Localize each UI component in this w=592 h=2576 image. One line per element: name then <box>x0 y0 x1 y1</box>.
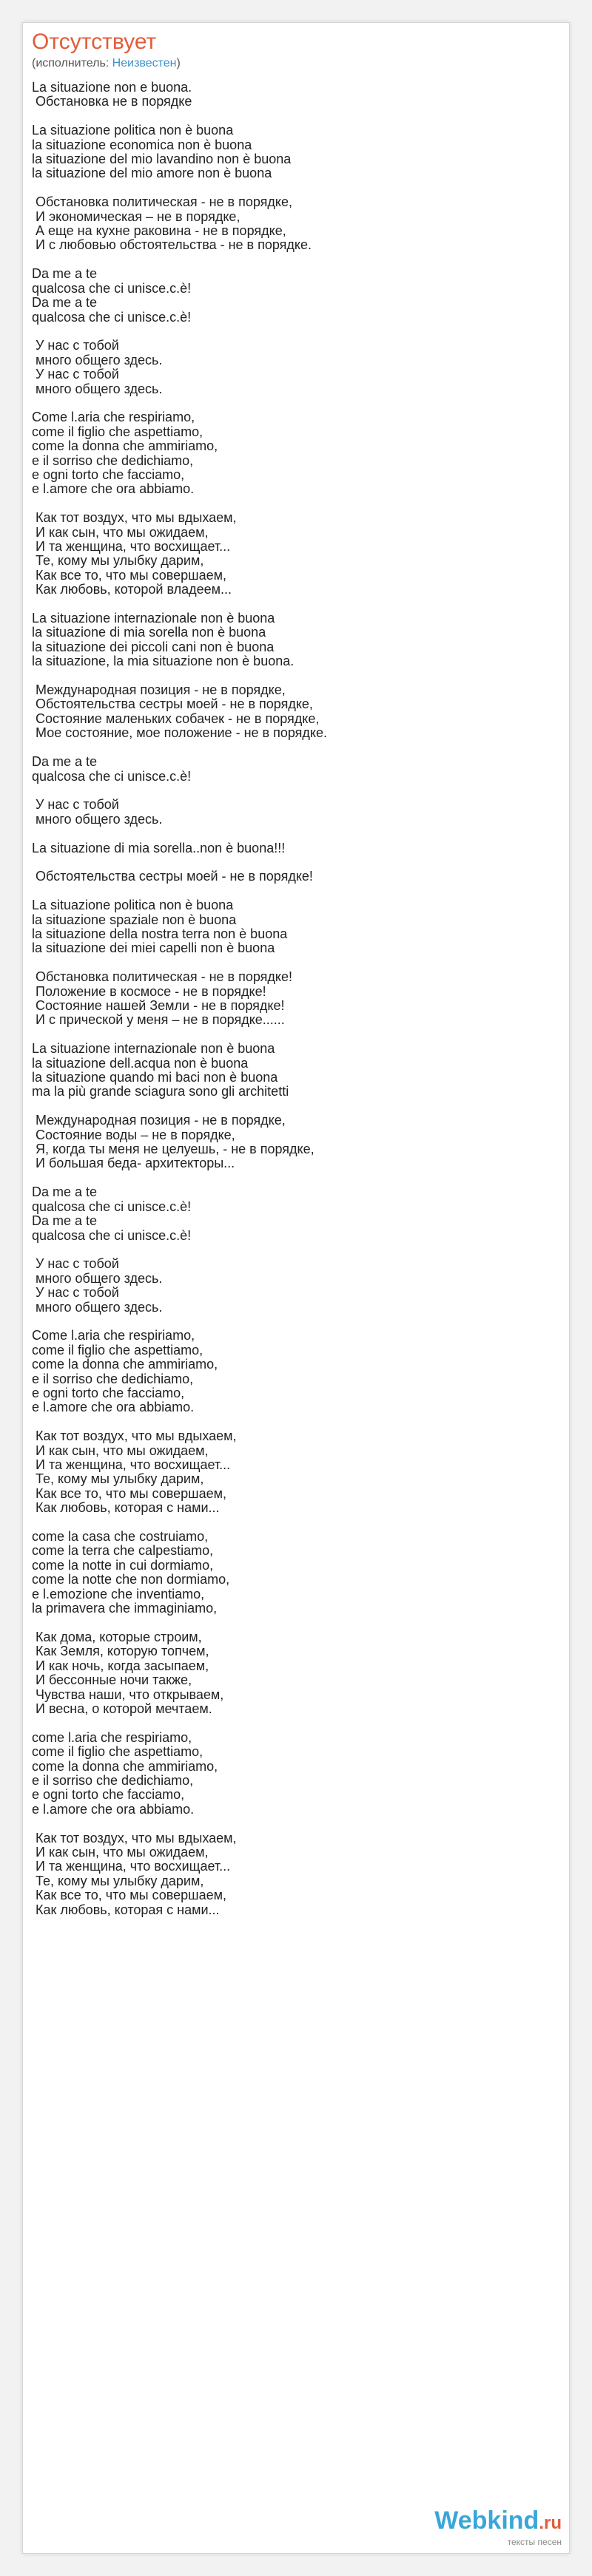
lyrics-card <box>22 22 570 2554</box>
site-brand[interactable] <box>434 2507 562 2547</box>
artist-prefix: (исполнитель: <box>32 57 112 70</box>
artist-line <box>32 55 181 72</box>
artist-suffix: ) <box>176 57 181 70</box>
lyrics-text: La situazione non e buona. Обстановка не в порядке La situazione politica non è buona la situazione economica non è buona la situazione del mio lavandino non è buona la situazione del mio amore non è buona Обстановка политическая - не в порядке, И экономическая – не в порядке, А еще на кухне раковина - не в порядке, И с любовью обстоятельства - не в порядке. Da me a te qualcosa che ci unisce.c.è! Da me a te qualcosa che ci unisce.c.è! У нас с тобой много общего здесь. У нас с тобой много общего здесь. Come l.aria che respiriamo, come il figlio che aspettiamo, come la donna che ammiriamo, e il sorriso che dedichiamo, e ogni torto che facciamo, e l.amore che ora abbiamo. Как тот воздух, что мы вдыхаем, И как сын, что мы ожидаем, И та женщина, что восхищает... Те, кому мы улыбку дарим, Как все то, что мы совершаем, Как любовь, которой владеем... La situazione internazionale non è buona la situazione di mia sorella non è buona la situazione dei piccoli cani non è buona la situazione, la mia situazione non è buona. Международная позиция - не в порядке, Обстоятельства сестры моей - не в порядке, Состояние маленьких собачек - не в порядке, Мое состояние, мое положение - не в порядке. Da me a te qualcosa che ci unisce.c.è! У нас с тобой много общего здесь. La situazione di mia sorella..non è buona!!! Обстоятельства сестры моей - не в порядке! La situazione politica non è buona la situazione spaziale non è buona la situazione della nostra terra non è buona la situazione dei miei capelli non è buona Обстановка политическая - не в порядке! Положение в космосе - не в порядке! Состояние нашей Земли - не в порядке! И с прической у меня – не в порядке...... La situazione internazionale non è buona la situazione dell.acqua non è buona la situazione quando mi baci non è buona ma la più grande sciagura sono gli architetti Международная позиция - не в порядке, Состояние воды – не в порядке, Я, когда ты меня не целуешь, - не в порядке, И большая беда- архитекторы... Da me a te qualcosa che ci unisce.c.è! Da me a te qualcosa che ci unisce.c.è! У нас с тобой много общего здесь. У нас с тобой много общего здесь. Come l.aria che respiriamo, come il figlio che aspettiamo, come la donna che ammiriamo, e il sorriso che dedichiamo, e ogni torto che facciamo, e l.amore che ora abbiamo. Как тот воздух, что мы вдыхаем, И как сын, что мы ожидаем, И та женщина, что восхищает... Те, кому мы улыбку дарим, Как все то, что мы совершаем, Как любовь, которая с нами... come la casa che costruiamo, come la terra che calpestiamo, come la notte in cui dormiamo, come la notte che non dormiamo, e l.emozione che inventiamo, la primavera che immaginiamo, Как дома, которые строим, Как Земля, которую топчем, И как ночь, когда засыпаем, И бессонные ночи также, Чувства наши, что открываем, И весна, о которой мечтаем. come l.aria che respiriamo, come il figlio che aspettiamo, come la donna che ammiriamo, e il sorriso che dedichiamo, e ogni torto che facciamo, e l.amore che ora abbiamo. Как тот воздух, что мы вдыхаем, И как сын, что мы ожидаем, И та женщина, что восхищает... Те, кому мы улыбку дарим, Как все то, что мы совершаем, Как любовь, которая с нами... <box>32 80 327 1917</box>
song-title: Отсутствует <box>32 30 157 54</box>
brand-name: Webkind <box>434 2506 539 2535</box>
brand-tagline: тексты песен <box>507 2537 562 2547</box>
brand-logo <box>434 2507 562 2537</box>
brand-tld: .ru <box>539 2513 562 2533</box>
artist-link[interactable]: Неизвестен <box>112 57 177 70</box>
